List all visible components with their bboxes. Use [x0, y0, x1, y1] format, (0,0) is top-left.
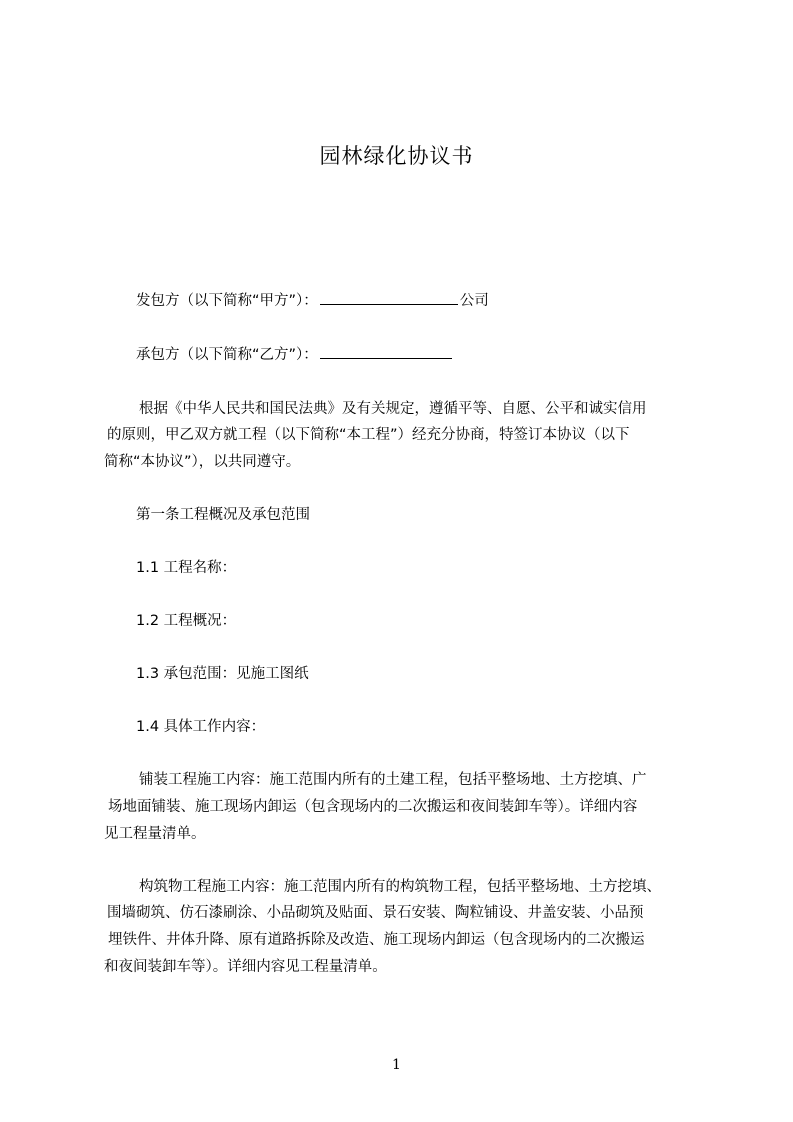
article-1-heading: 第一条工程概况及承包范围 [136, 507, 310, 523]
structures-line-2: 围墙砌筑、仿石漆刷涂、小品砌筑及贴面、景石安装、陶粒铺设、井盖安装、小品预 [107, 905, 644, 921]
page-number: 1 [392, 1057, 401, 1073]
intro-line-2: 的原则，甲乙双方就工程（以下简称“本工程”）经充分协商，特签订本协议（以下 [107, 427, 630, 443]
structures-line-3: 埋铁件、井体升降、原有道路拆除及改造、施工现场内卸运（包含现场内的二次搬运 [108, 932, 645, 948]
structures-line-1: 构筑物工程施工内容：施工范围内所有的构筑物工程，包括平整场地、土方挖填、 [139, 879, 661, 895]
paving-line-3: 见工程量清单。 [104, 826, 206, 842]
item-1-1: 1.1 工程名称： [136, 560, 237, 576]
party-a-line [136, 290, 489, 311]
item-1-4: 1.4 具体工作内容： [136, 719, 266, 735]
intro-line-1: 根据《中华人民共和国民法典》及有关规定，遵循平等、自愿、公平和诚实信用 [139, 401, 647, 417]
party-a-blank [320, 290, 458, 305]
party-a-suffix: 公司 [459, 293, 489, 309]
document-title: 园林绿化协议书 [319, 144, 474, 168]
item-1-2: 1.2 工程概况： [136, 613, 237, 629]
intro-line-3: 简称“本协议”），以共同遵守。 [104, 454, 301, 470]
party-b-label: 承包方（以下简称“乙方”）： [136, 347, 318, 363]
party-b-line [136, 344, 454, 365]
party-b-blank [320, 344, 452, 359]
item-1-3: 1.3 承包范围：见施工图纸 [136, 666, 309, 682]
paving-line-1: 铺装工程施工内容：施工范围内所有的土建工程，包括平整场地、土方挖填、广 [139, 772, 647, 788]
party-a-label: 发包方（以下简称“甲方”）： [136, 293, 318, 309]
paving-line-2: 场地面铺装、施工现场内卸运（包含现场内的二次搬运和夜间装卸车等）。详细内容 [108, 799, 638, 815]
structures-line-4: 和夜间装卸车等）。详细内容见工程量清单。 [104, 959, 387, 975]
